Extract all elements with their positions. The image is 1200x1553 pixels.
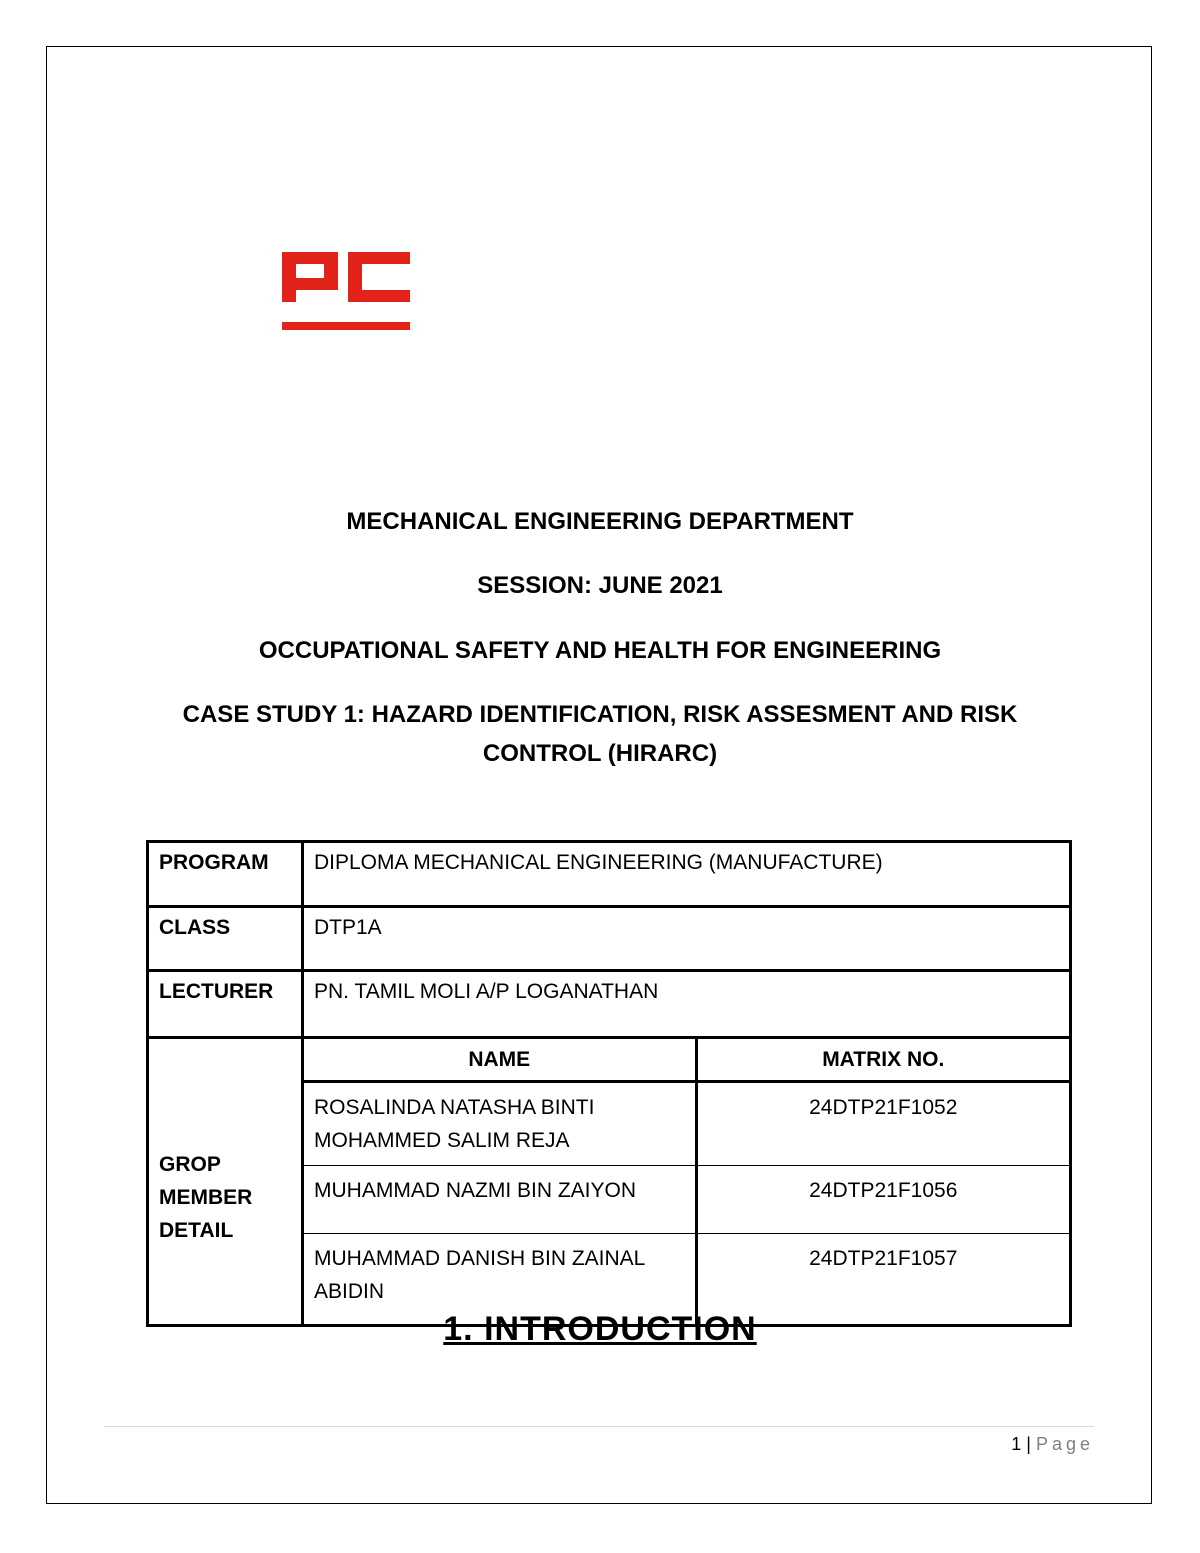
case-study-heading-line2: CONTROL (HIRARC) [482, 740, 718, 767]
group-label-line2: MEMBER [159, 1185, 253, 1209]
member-name-line2: ABIDIN [314, 1280, 385, 1303]
lecturer-value: PN. TAMIL MOLI A/P LOGANATHAN [303, 971, 1071, 1038]
page-separator: | [1026, 1434, 1031, 1454]
member-matrix: 24DTP21F1052 [696, 1082, 1069, 1166]
group-row [148, 1038, 1071, 1326]
member-row [304, 1082, 1069, 1166]
program-row [148, 842, 1071, 907]
info-table [146, 840, 1072, 1327]
lecturer-label: LECTURER [148, 971, 303, 1038]
name-column-header: NAME [304, 1039, 696, 1082]
group-label-line1: GROP [159, 1152, 221, 1176]
page-footer [1011, 1434, 1094, 1455]
session-heading: SESSION: JUNE 2021 [477, 572, 723, 599]
matrix-column-header: MATRIX NO. [696, 1039, 1069, 1082]
program-label: PROGRAM [148, 842, 303, 907]
class-label: CLASS [148, 907, 303, 971]
member-row [304, 1166, 1069, 1234]
member-name-line1: ROSALINDA NATASHA BINTI [314, 1096, 595, 1119]
members-table [304, 1039, 1069, 1324]
member-matrix: 24DTP21F1057 [809, 1247, 958, 1270]
class-row [148, 907, 1071, 971]
lecturer-row [148, 971, 1071, 1038]
member-name [304, 1082, 696, 1166]
members-header-row [304, 1039, 1069, 1082]
member-name [304, 1166, 696, 1234]
class-value: DTP1A [303, 907, 1071, 971]
case-study-heading-line1: CASE STUDY 1: HAZARD IDENTIFICATION, RISK ASSESMENT AND RISK [182, 701, 1018, 728]
member-matrix: 24DTP21F1056 [696, 1166, 1069, 1234]
program-value: DIPLOMA MECHANICAL ENGINEERING (MANUFACTURE) [303, 842, 1071, 907]
member-name-line1: MUHAMMAD DANISH BIN ZAINAL [314, 1247, 646, 1270]
group-label-line3: DETAIL [159, 1218, 234, 1242]
course-heading: OCCUPATIONAL SAFETY AND HEALTH FOR ENGINEERING [258, 637, 942, 664]
footer-divider [104, 1426, 1094, 1427]
members-cell [303, 1038, 1071, 1326]
page-number: 1 [1011, 1434, 1022, 1454]
pc-logo [282, 252, 412, 332]
member-name-line1: MUHAMMAD NAZMI BIN ZAIYON [314, 1179, 637, 1202]
group-label [148, 1038, 303, 1326]
section-title: 1. INTRODUCTION [443, 1310, 757, 1348]
member-name-line2: MOHAMMED SALIM REJA [314, 1129, 570, 1152]
page-word: Page [1035, 1434, 1094, 1454]
department-heading: MECHANICAL ENGINEERING DEPARTMENT [346, 508, 854, 535]
